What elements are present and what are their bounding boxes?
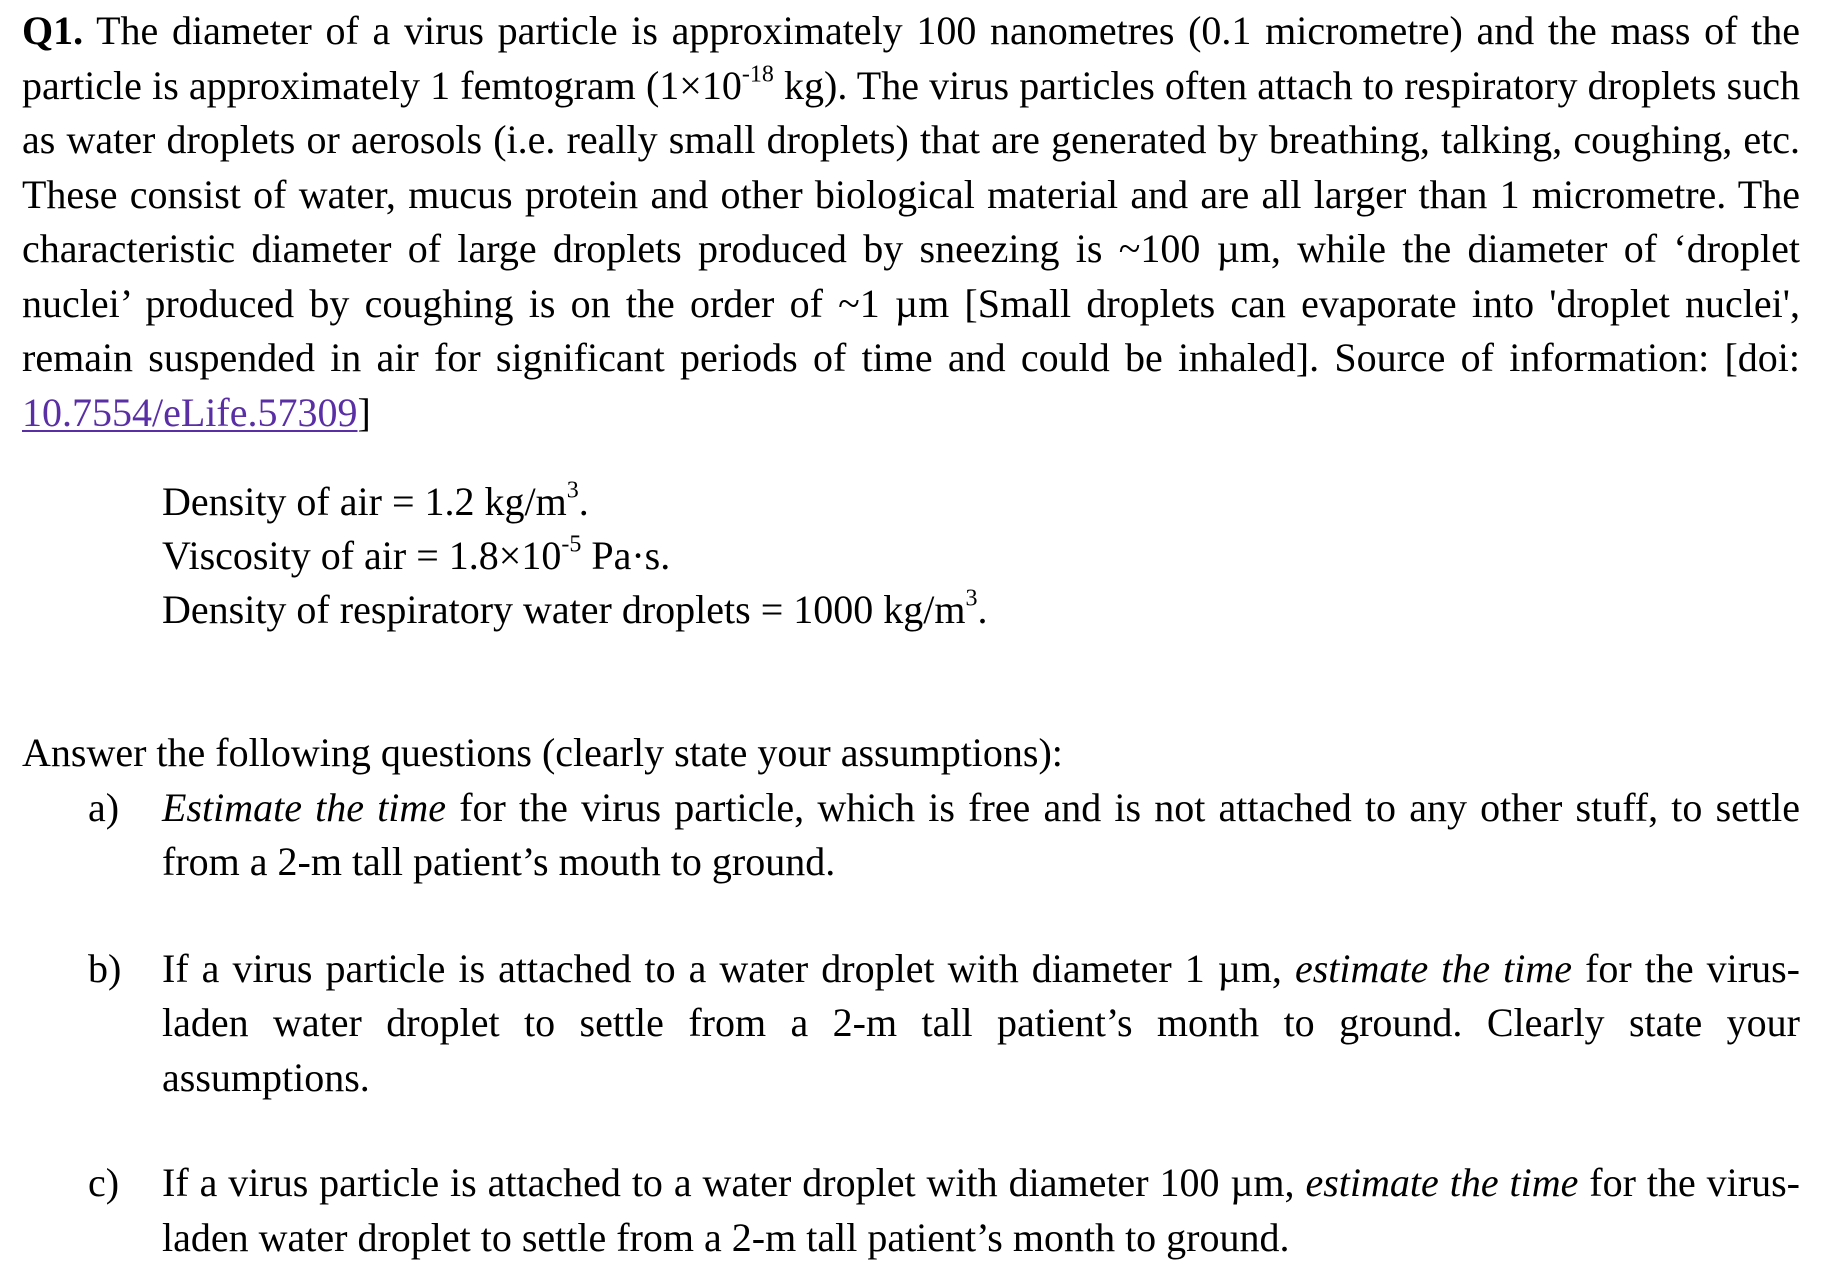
sub-question-b-emphasis: estimate the time: [1294, 945, 1573, 991]
question-intro-part1: The diameter of a virus particle is approximately 100 nanometres (0.1 micrometre) and the mass of the particle is approximately 1 femtogram (1×10: [22, 8, 1800, 108]
sub-question-b-letter: b): [88, 945, 122, 991]
document-page: [22, 4, 1800, 1265]
droplet-density-exponent: 3: [965, 585, 978, 612]
sub-question-a-rest: for the virus particle, which is free and is not attached to any other stuff, to settle from a 2-m tall patient’s mouth to ground.: [162, 784, 1800, 884]
sub-question-b-text: [162, 942, 1800, 1106]
air-viscosity-text: Viscosity of air = 1.8×10: [162, 533, 562, 578]
sub-question-a-emphasis: Estimate the time: [162, 784, 447, 830]
sub-question-a-letter: a): [88, 784, 120, 830]
question-intro-end: ]: [357, 389, 371, 435]
air-viscosity-end: Pa·s.: [581, 533, 671, 578]
air-density-end: .: [578, 479, 589, 524]
air-viscosity-exponent: -5: [561, 531, 582, 558]
question-intro-part2: kg). The virus particles often attach to respiratory droplets such as water droplets or aerosols (i.e. really small droplets) that are generated by breathing, talking, coughing, etc. These consist of water, mucus protein and other biological material and are all larger than 1 micrometre. The characteristic diameter of large droplets produced by sneezing is ~100 µm, while the diameter of ‘droplet nuclei’ produced by coughing is on the order of ~1 µm [Small droplets can evaporate into 'droplet nuclei', remain suspended in air for significant periods of time and could be inhaled]. Source of information: [doi:: [22, 62, 1800, 380]
sub-question-b: [88, 942, 1800, 1106]
sub-question-a: [88, 781, 1800, 890]
air-density-exponent: 3: [566, 477, 579, 504]
sub-question-c-pre: If a virus particle is attached to a water droplet with diameter 100 µm,: [162, 1160, 1306, 1205]
question-paragraph: [22, 4, 1800, 440]
droplet-density-text: Density of respiratory water droplets = 1000 kg/m: [162, 587, 966, 632]
sub-question-c: [88, 1156, 1800, 1265]
droplet-density-line: [162, 583, 1800, 637]
sub-question-b-pre: If a virus particle is attached to a water droplet with diameter 1 µm,: [162, 945, 1295, 991]
question-label: Q1.: [22, 8, 84, 53]
answer-instructions: Answer the following questions (clearly state your assumptions):: [22, 730, 1063, 775]
sub-question-a-text: [162, 781, 1800, 890]
sub-question-c-letter: c): [88, 1160, 120, 1205]
air-viscosity-line: [162, 529, 1800, 583]
droplet-density-end: .: [977, 587, 988, 632]
sub-question-c-text: [162, 1156, 1800, 1265]
air-density-line: [162, 475, 1800, 529]
given-values: [162, 475, 1800, 637]
air-density-text: Density of air = 1.2 kg/m: [162, 479, 567, 524]
mass-exponent: -18: [741, 61, 774, 88]
doi-link[interactable]: 10.7554/eLife.57309: [22, 389, 358, 435]
sub-question-c-rest: for the virus-laden water droplet to settle from a 2-m tall patient’s month to ground.: [162, 1160, 1800, 1260]
sub-question-c-emphasis: estimate the time: [1305, 1160, 1579, 1205]
sub-question-b-rest: for the virus-laden water droplet to settle from a 2-m tall patient’s month to ground. Clearly state your assumptions.: [162, 945, 1800, 1100]
